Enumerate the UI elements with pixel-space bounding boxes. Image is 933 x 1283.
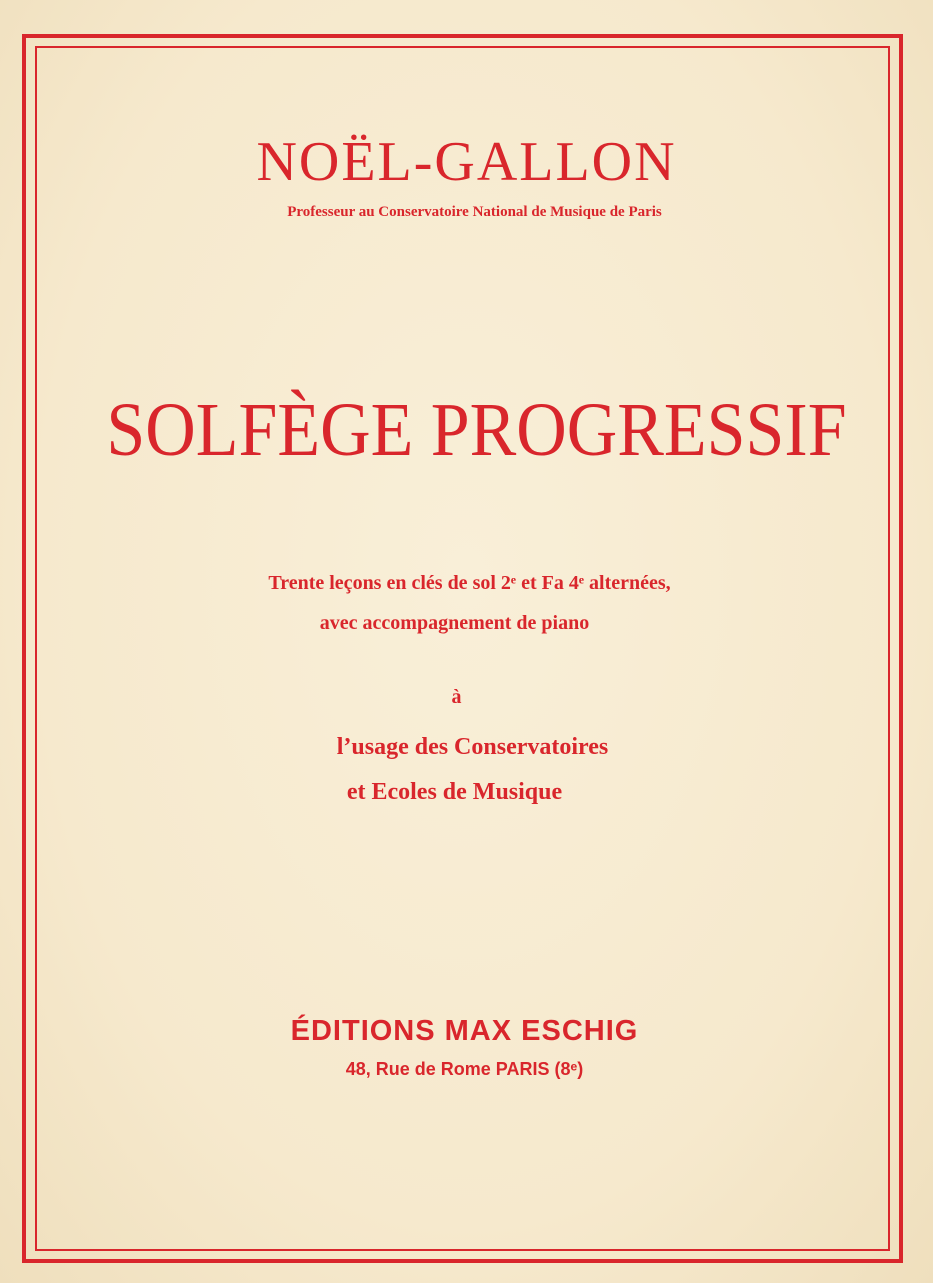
author-name: NOËL-GALLON <box>256 131 677 193</box>
dedication-prefix: à <box>451 686 462 708</box>
publisher-address: 48, Rue de Rome PARIS (8ᵉ) <box>345 1059 584 1079</box>
usage-line-2: et Ecoles de Musique <box>346 779 563 805</box>
usage-line-1: l’usage des Conservatoires <box>336 734 609 760</box>
publisher-name: ÉDITIONS MAX ESCHIG <box>290 1015 639 1047</box>
author-title: Professeur au Conservatoire National de Musique de Paris <box>287 204 662 220</box>
subtitle-line-2: avec accompagnement de piano <box>319 612 590 634</box>
book-title: SOLFÈGE PROGRESSIF <box>106 388 847 472</box>
subtitle-line-1: Trente leçons en clés de sol 2ᵉ et Fa 4ᵉ alternées, <box>268 572 671 594</box>
